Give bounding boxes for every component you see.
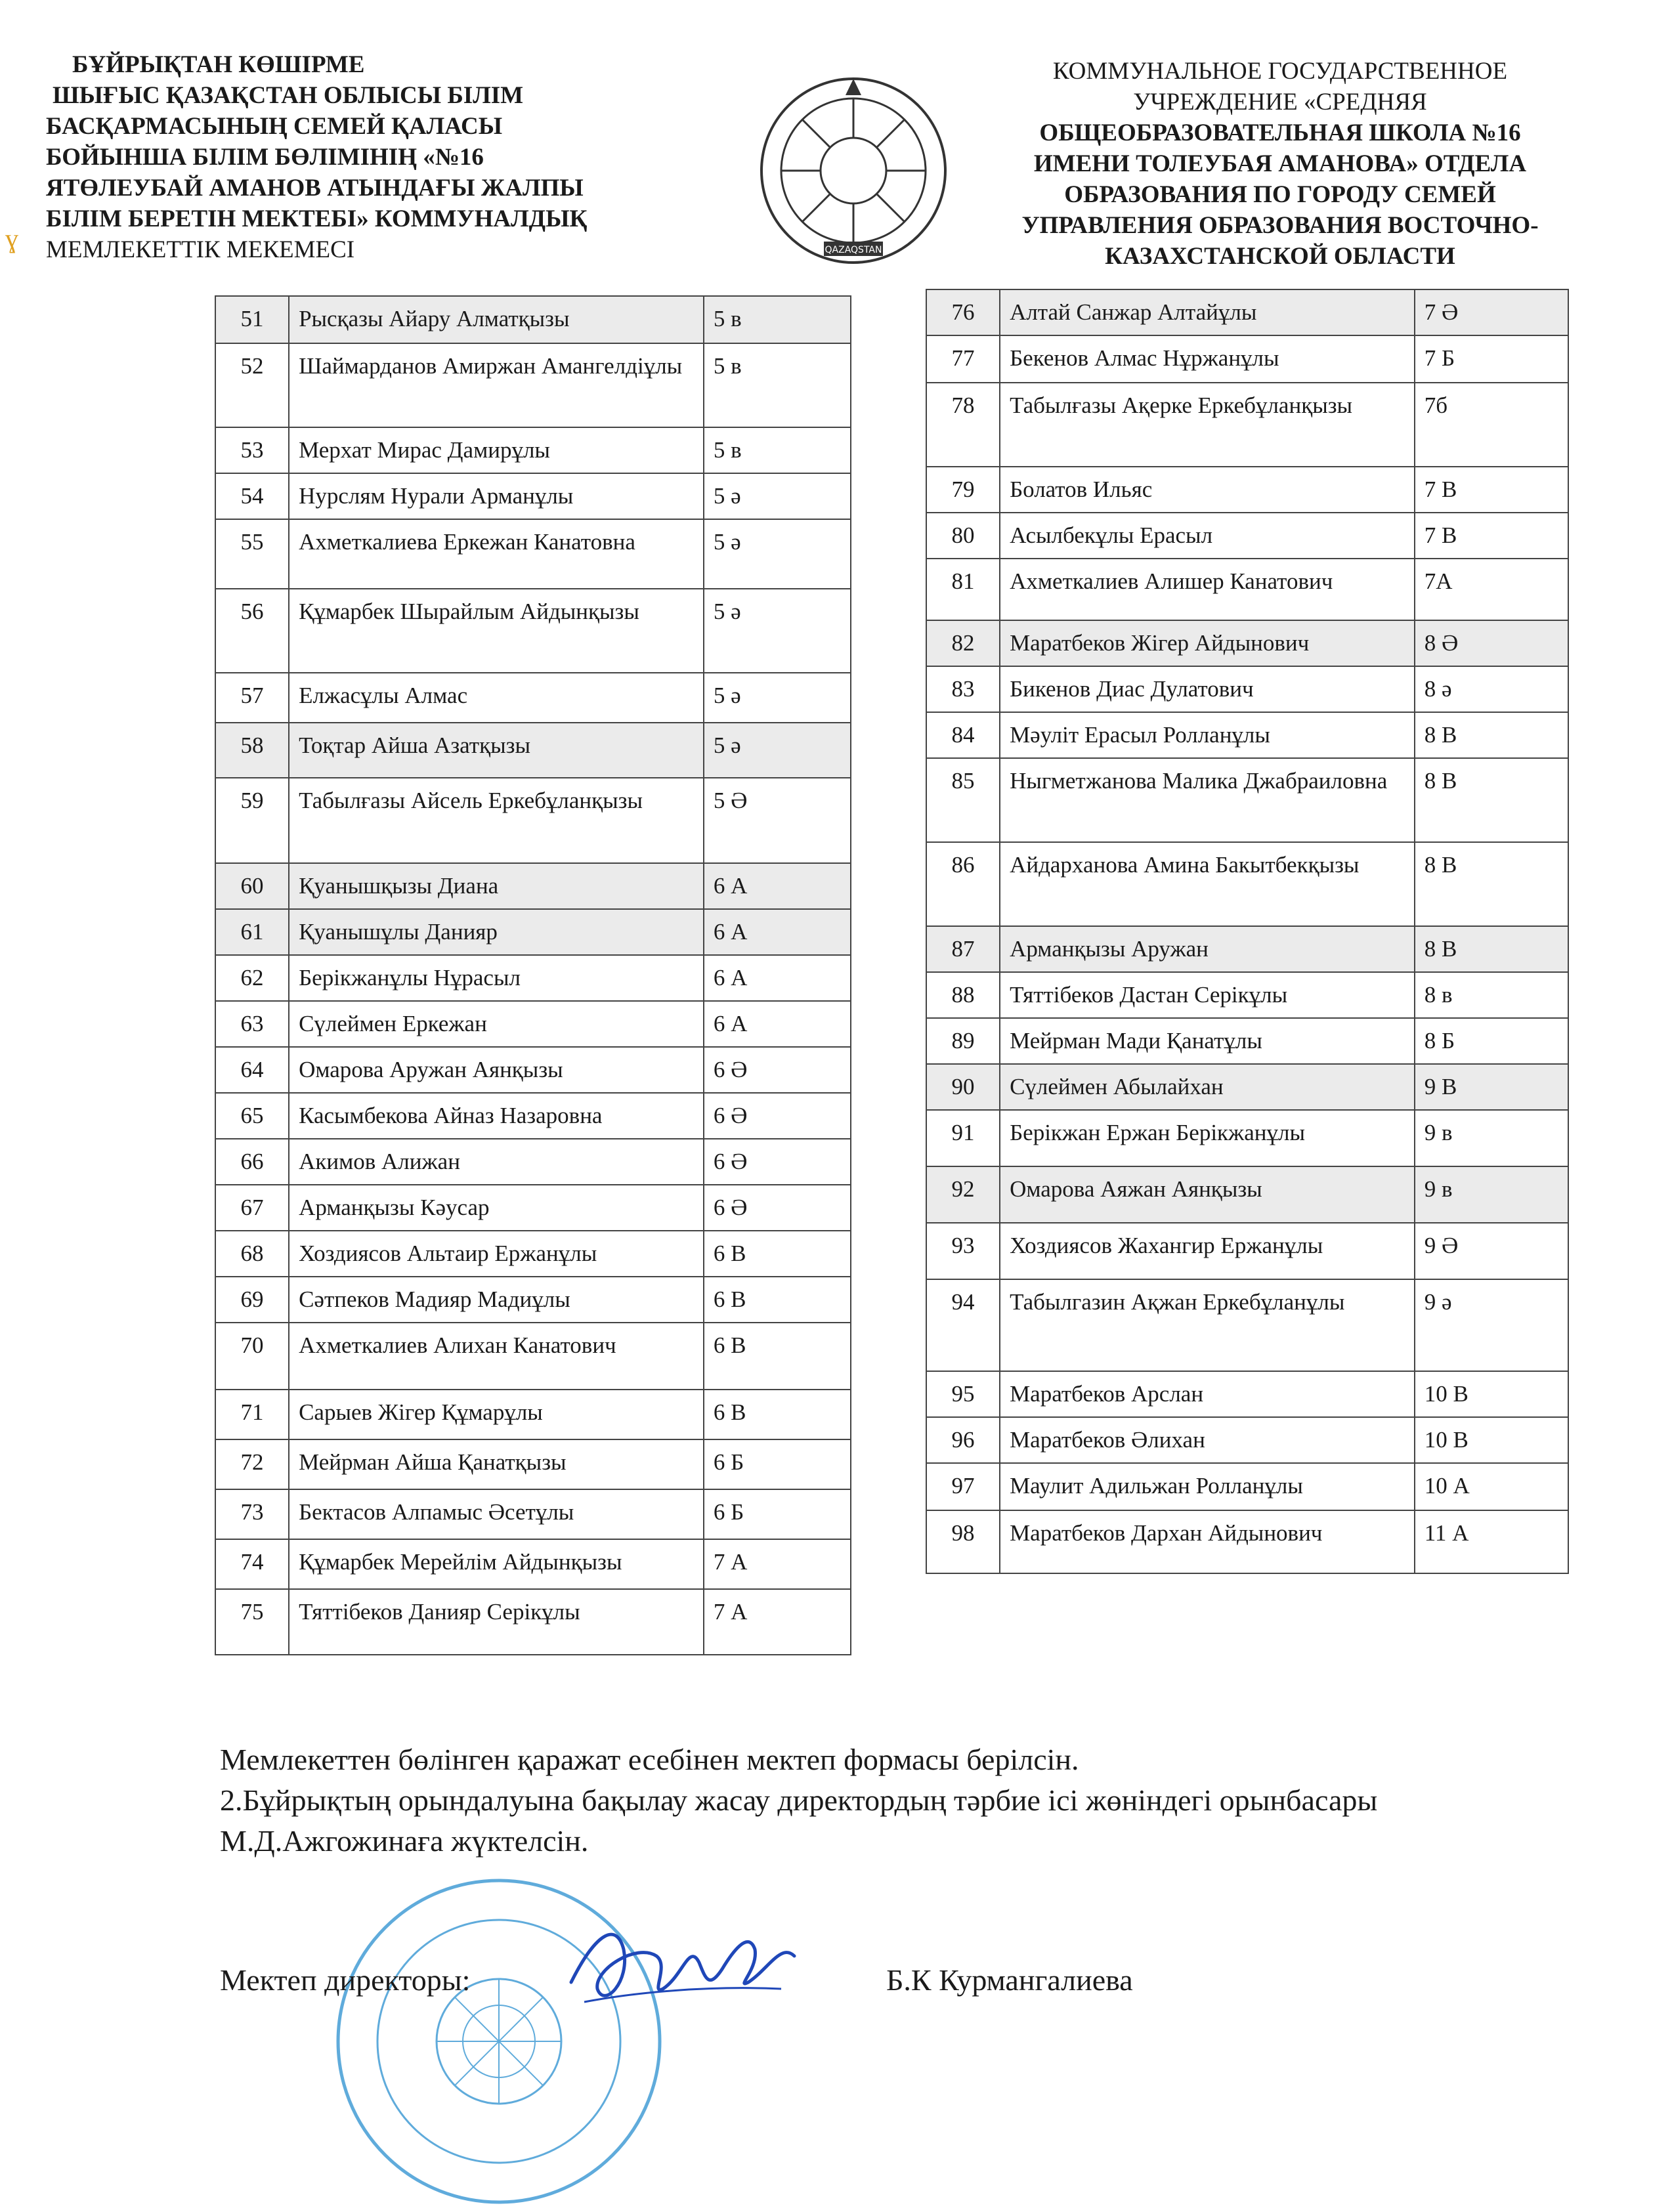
table-row (926, 842, 1568, 926)
student-name: Маратбеков Жігер Айдынович (1000, 620, 1415, 666)
table-row (926, 1417, 1568, 1463)
row-number: 96 (926, 1417, 1000, 1463)
row-number: 87 (926, 926, 1000, 972)
student-name: Бекенов Алмас Нұржанұлы (1000, 335, 1415, 383)
table-row (215, 1231, 851, 1277)
row-number: 65 (215, 1093, 289, 1139)
row-number: 83 (926, 666, 1000, 712)
student-name: Асылбекұлы Ерасыл (1000, 513, 1415, 559)
student-name: Сарыев Жігер Құмарұлы (289, 1390, 704, 1439)
student-name: Бикенов Диас Дулатович (1000, 666, 1415, 712)
student-name: Мерхат Мирас Дамирұлы (289, 427, 704, 473)
row-number: 69 (215, 1277, 289, 1323)
table-row (926, 620, 1568, 666)
table-row (215, 427, 851, 473)
row-number: 88 (926, 972, 1000, 1018)
header-right-line: УПРАВЛЕНИЯ ОБРАЗОВАНИЯ ВОСТОЧНО- (1021, 212, 1539, 239)
header-right-line: ОБЩЕОБРАЗОВАТЕЛЬНАЯ ШКОЛА №16 (1039, 119, 1521, 146)
header-right (972, 56, 1589, 272)
student-name: Тяттібеков Данияр Серікұлы (289, 1589, 704, 1655)
row-number: 64 (215, 1047, 289, 1093)
header-left-line: ЯТӨЛЕУБАЙ АМАНОВ АТЫНДАҒЫ ЖАЛПЫ (46, 175, 584, 202)
table-row (926, 758, 1568, 842)
student-name: Табылғазы Ақерке Еркебұланқызы (1000, 383, 1415, 467)
class-cell: 5 ә (704, 723, 851, 778)
table-row (926, 1510, 1568, 1573)
class-cell: 7 В (1415, 467, 1568, 513)
table-row (215, 1539, 851, 1589)
table-row (926, 559, 1568, 620)
table-row (215, 863, 851, 909)
row-number: 91 (926, 1110, 1000, 1166)
student-name: Сәтпеков Мадияр Мадиұлы (289, 1277, 704, 1323)
class-cell: 6 Б (704, 1489, 851, 1539)
class-cell: 7 В (1415, 513, 1568, 559)
signature-label: Мектеп директоры: (220, 1963, 471, 1997)
table-row (926, 712, 1568, 758)
student-name: Мейрман Айша Қанатқызы (289, 1439, 704, 1489)
class-cell: 7 Ә (1415, 289, 1568, 335)
student-name: Маратбеков Әлихан (1000, 1417, 1415, 1463)
table-row (926, 513, 1568, 559)
class-cell: 11 А (1415, 1510, 1568, 1573)
row-number: 56 (215, 589, 289, 673)
row-number: 93 (926, 1223, 1000, 1279)
table-row (926, 1018, 1568, 1064)
class-cell: 5 в (704, 296, 851, 343)
class-cell: 7 А (704, 1589, 851, 1655)
row-number: 58 (215, 723, 289, 778)
table-row (215, 673, 851, 723)
row-number: 61 (215, 909, 289, 955)
header-right-line: ИМЕНИ ТОЛЕУБАЯ АМАНОВА» ОТДЕЛА (1033, 150, 1527, 177)
row-number: 67 (215, 1185, 289, 1231)
class-cell: 5 ә (704, 473, 851, 519)
table-row (215, 778, 851, 863)
row-number: 78 (926, 383, 1000, 467)
header-left-line: МЕМЛЕКЕТТІК МЕКЕМЕСІ (46, 236, 355, 263)
table-row (215, 1390, 851, 1439)
class-cell: 8 в (1415, 972, 1568, 1018)
header-left (46, 49, 663, 265)
class-cell: 6 В (704, 1390, 851, 1439)
student-name: Маратбеков Арслан (1000, 1371, 1415, 1417)
header-left-line: БОЙЫНША БІЛІМ БӨЛІМІНІҢ «№16 (46, 144, 484, 171)
student-name: Мейрман Мади Қанатұлы (1000, 1018, 1415, 1064)
student-name: Мәуліт Ерасыл Ролланұлы (1000, 712, 1415, 758)
class-cell: 6 В (704, 1323, 851, 1390)
class-cell: 8 Б (1415, 1018, 1568, 1064)
class-cell: 6 В (704, 1231, 851, 1277)
row-number: 97 (926, 1463, 1000, 1510)
class-cell: 9 в (1415, 1110, 1568, 1166)
class-cell: 6 А (704, 1001, 851, 1047)
class-cell: 8 В (1415, 758, 1568, 842)
class-cell: 8 В (1415, 842, 1568, 926)
row-number: 66 (215, 1139, 289, 1185)
student-name: Шаймарданов Амиржан Амангелдіұлы (289, 343, 704, 427)
student-name: Тяттібеков Дастан Серікұлы (1000, 972, 1415, 1018)
header-right-line: КОММУНАЛЬНОЕ ГОСУДАРСТВЕННОЕ (1052, 58, 1508, 85)
table-row (215, 1139, 851, 1185)
student-name: Берікжан Ержан Берікжанұлы (1000, 1110, 1415, 1166)
table-row (926, 289, 1568, 335)
table-row (215, 1489, 851, 1539)
student-name: Қуанышұлы Данияр (289, 909, 704, 955)
table-row (926, 383, 1568, 467)
student-name: Берікжанұлы Нұрасыл (289, 955, 704, 1001)
student-name: Омарова Аружан Аянқызы (289, 1047, 704, 1093)
table-row (926, 926, 1568, 972)
header-left-line: БҰЙРЫҚТАН КӨШІРМЕ (72, 51, 365, 78)
student-name: Айдарханова Амина Бакытбекқызы (1000, 842, 1415, 926)
table-row (926, 1110, 1568, 1166)
row-number: 75 (215, 1589, 289, 1655)
table-row (215, 473, 851, 519)
student-table-right (926, 289, 1569, 1574)
student-name: Ахметкалиев Алишер Канатович (1000, 559, 1415, 620)
table-row (926, 1223, 1568, 1279)
row-number: 98 (926, 1510, 1000, 1573)
table-row (926, 972, 1568, 1018)
row-number: 57 (215, 673, 289, 723)
table-row (926, 666, 1568, 712)
student-name: Елжасұлы Алмас (289, 673, 704, 723)
class-cell: 7А (1415, 559, 1568, 620)
class-cell: 10 В (1415, 1417, 1568, 1463)
class-cell: 6 В (704, 1277, 851, 1323)
table-row (215, 589, 851, 673)
class-cell: 6 Ә (704, 1185, 851, 1231)
table-row (215, 723, 851, 778)
class-cell: 9 ә (1415, 1279, 1568, 1371)
margin-mark: ɣ (5, 224, 18, 253)
row-number: 60 (215, 863, 289, 909)
table-row (215, 1323, 851, 1390)
row-number: 95 (926, 1371, 1000, 1417)
class-cell: 6 Ә (704, 1139, 851, 1185)
table-row (215, 1047, 851, 1093)
table-row (926, 1064, 1568, 1110)
class-cell: 10 А (1415, 1463, 1568, 1510)
director-name: Б.К Курмангалиева (886, 1963, 1133, 1997)
row-number: 79 (926, 467, 1000, 513)
row-number: 70 (215, 1323, 289, 1390)
student-name: Нурслям Нурали Арманұлы (289, 473, 704, 519)
student-name: Акимов Алижан (289, 1139, 704, 1185)
class-cell: 5 ә (704, 673, 851, 723)
table-row (215, 955, 851, 1001)
row-number: 84 (926, 712, 1000, 758)
order-paragraph-2: 2.Бұйрықтың орындалуына бақылау жасау директордың тәрбие ісі жөніндегі орынбасары М.Д.Ажгожинаға жүктелсін. (220, 1783, 1378, 1858)
row-number: 80 (926, 513, 1000, 559)
student-name: Арманқызы Кәусар (289, 1185, 704, 1231)
row-number: 92 (926, 1166, 1000, 1223)
table-row (926, 1166, 1568, 1223)
table-row (215, 1589, 851, 1655)
student-name: Маулит Адильжан Ролланұлы (1000, 1463, 1415, 1510)
student-name: Хоздиясов Альтаир Ержанұлы (289, 1231, 704, 1277)
table-row (215, 296, 851, 343)
class-cell: 8 Ә (1415, 620, 1568, 666)
class-cell: 8 В (1415, 926, 1568, 972)
student-name: Арманқызы Аружан (1000, 926, 1415, 972)
row-number: 59 (215, 778, 289, 863)
table-row (926, 1371, 1568, 1417)
row-number: 76 (926, 289, 1000, 335)
student-name: Құмарбек Мерейлім Айдынқызы (289, 1539, 704, 1589)
header-left-line: БАСҚАРМАСЫНЫҢ СЕМЕЙ ҚАЛАСЫ (46, 113, 503, 140)
class-cell: 6 Ә (704, 1047, 851, 1093)
order-paragraph-1: Мемлекеттен бөлінген қаражат есебінен мектеп формасы берілсін. (220, 1743, 1079, 1776)
class-cell: 5 ә (704, 519, 851, 589)
row-number: 68 (215, 1231, 289, 1277)
student-name: Ахметкалиев Алихан Канатович (289, 1323, 704, 1390)
row-number: 63 (215, 1001, 289, 1047)
student-name: Омарова Аяжан Аянқызы (1000, 1166, 1415, 1223)
table-row (215, 1439, 851, 1489)
student-name: Табылгазин Ақжан Еркебұланұлы (1000, 1279, 1415, 1371)
header-left-line: ШЫҒЫС ҚАЗАҚСТАН ОБЛЫСЫ БІЛІМ (53, 82, 524, 109)
table-row (215, 1277, 851, 1323)
student-name: Маратбеков Дархан Айдынович (1000, 1510, 1415, 1573)
row-number: 77 (926, 335, 1000, 383)
row-number: 55 (215, 519, 289, 589)
row-number: 86 (926, 842, 1000, 926)
student-name: Бектасов Алпамыс Әсетұлы (289, 1489, 704, 1539)
table-row (926, 1279, 1568, 1371)
student-name: Сүлеймен Еркежан (289, 1001, 704, 1047)
class-cell: 6 А (704, 909, 851, 955)
student-name: Қуанышқызы Диана (289, 863, 704, 909)
table-row (215, 909, 851, 955)
student-name: Құмарбек Шырайлым Айдынқызы (289, 589, 704, 673)
student-name: Хоздиясов Жахангир Ержанұлы (1000, 1223, 1415, 1279)
row-number: 51 (215, 296, 289, 343)
class-cell: 7б (1415, 383, 1568, 467)
svg-text:QAZAQSTAN: QAZAQSTAN (825, 245, 882, 255)
student-name: Касымбекова Айназ Назаровна (289, 1093, 704, 1139)
class-cell: 10 В (1415, 1371, 1568, 1417)
row-number: 94 (926, 1279, 1000, 1371)
student-name: Тоқтар Айша Азатқызы (289, 723, 704, 778)
row-number: 90 (926, 1064, 1000, 1110)
row-number: 62 (215, 955, 289, 1001)
table-row (215, 1001, 851, 1047)
class-cell: 7 А (704, 1539, 851, 1589)
row-number: 73 (215, 1489, 289, 1539)
row-number: 72 (215, 1439, 289, 1489)
row-number: 53 (215, 427, 289, 473)
table-row (215, 519, 851, 589)
director-signature-icon (558, 1904, 807, 2035)
class-cell: 5 Ә (704, 778, 851, 863)
class-cell: 5 в (704, 343, 851, 427)
table-row (926, 467, 1568, 513)
table-row (215, 1093, 851, 1139)
student-name: Ахметкалиева Еркежан Канатовна (289, 519, 704, 589)
class-cell: 6 А (704, 863, 851, 909)
class-cell: 5 в (704, 427, 851, 473)
row-number: 74 (215, 1539, 289, 1589)
row-number: 54 (215, 473, 289, 519)
student-name: Болатов Ильяс (1000, 467, 1415, 513)
class-cell: 8 ә (1415, 666, 1568, 712)
class-cell: 6 А (704, 955, 851, 1001)
header-left-line: БІЛІМ БЕРЕТІН МЕКТЕБІ» КОММУНАЛДЫҚ (46, 205, 588, 232)
row-number: 85 (926, 758, 1000, 842)
row-number: 52 (215, 343, 289, 427)
table-row (926, 1463, 1568, 1510)
class-cell: 9 В (1415, 1064, 1568, 1110)
table-row (215, 343, 851, 427)
header-right-line: ОБРАЗОВАНИЯ ПО ГОРОДУ СЕМЕЙ (1064, 181, 1496, 208)
row-number: 82 (926, 620, 1000, 666)
class-cell: 9 Ә (1415, 1223, 1568, 1279)
class-cell: 6 Б (704, 1439, 851, 1489)
kazakhstan-emblem-icon (755, 72, 952, 269)
class-cell: 9 в (1415, 1166, 1568, 1223)
table-row (215, 1185, 851, 1231)
class-cell: 5 ә (704, 589, 851, 673)
student-name: Сүлеймен Абылайхан (1000, 1064, 1415, 1110)
header-right-line: УЧРЕЖДЕНИЕ «СРЕДНЯЯ (1133, 89, 1427, 116)
student-name: Табылғазы Айсель Еркебұланқызы (289, 778, 704, 863)
header-right-line: КАЗАХСТАНСКОЙ ОБЛАСТИ (1105, 243, 1455, 270)
table-row (926, 335, 1568, 383)
class-cell: 6 Ә (704, 1093, 851, 1139)
student-name: Алтай Санжар Алтайұлы (1000, 289, 1415, 335)
class-cell: 7 Б (1415, 335, 1568, 383)
student-table-left (215, 295, 851, 1655)
row-number: 81 (926, 559, 1000, 620)
class-cell: 8 В (1415, 712, 1568, 758)
student-name: Рысқазы Айару Алматқызы (289, 296, 704, 343)
row-number: 89 (926, 1018, 1000, 1064)
student-name: Ныгметжанова Малика Джабраиловна (1000, 758, 1415, 842)
row-number: 71 (215, 1390, 289, 1439)
